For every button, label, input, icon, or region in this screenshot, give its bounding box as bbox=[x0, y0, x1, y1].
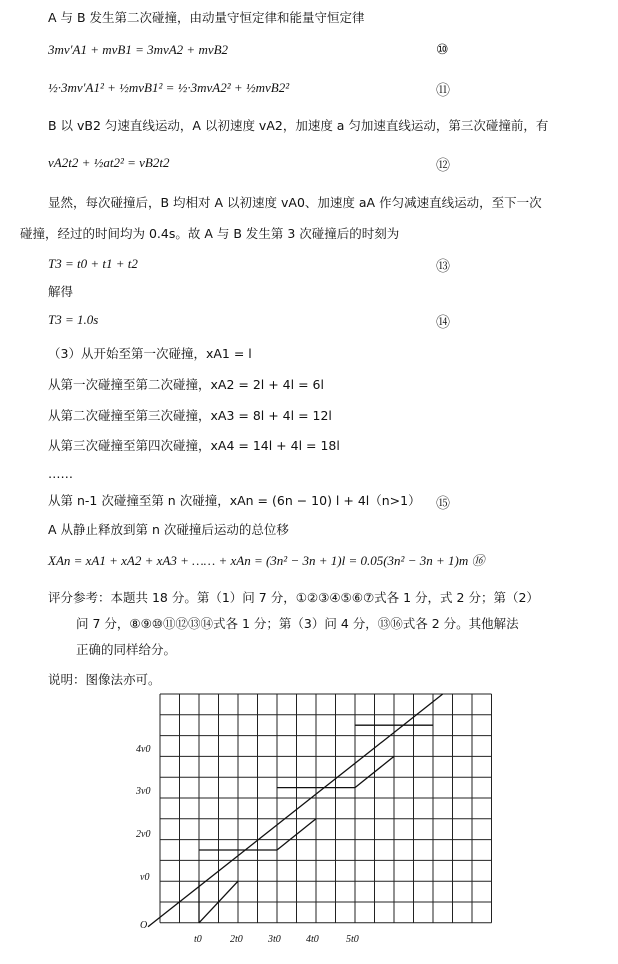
scoring-line-2: 问 7 分，⑧⑨⑩⑪⑫⑬⑭式各 1 分；第（3）问 4 分，⑬⑯式各 2 分。其他解法 bbox=[76, 616, 519, 631]
text-line-11: （3）从开始至第一次碰撞，xA1 = l bbox=[48, 346, 252, 361]
y-label-4v0: 4v0 bbox=[136, 744, 151, 755]
equation-16: XAn = xA1 + xA2 + xA3 + …… + xAn = (3n² − 3n + 1)l = 0.05(3n² − 3n + 1)m ⑯ bbox=[48, 553, 485, 568]
x-label-4t0: 4t0 bbox=[306, 934, 319, 945]
equation-tag-13: ⑬ bbox=[436, 259, 450, 275]
graph-grid bbox=[160, 694, 492, 923]
origin-label: O bbox=[140, 920, 148, 931]
scoring-line-1: 评分参考：本题共 18 分。第（1）问 7 分，①②③④⑤⑥⑦式各 1 分，式 2 分；第（2） bbox=[48, 590, 539, 605]
text-line-ellipsis: …… bbox=[48, 466, 73, 481]
equation-tag-14: ⑭ bbox=[436, 315, 450, 331]
equation-12: vA2t2 + ½at2² = vB2t2 bbox=[48, 155, 170, 170]
equation-14: T3 = 1.0s bbox=[48, 312, 99, 327]
velocity-time-graph bbox=[130, 690, 500, 950]
x-label-3t0: 3t0 bbox=[268, 934, 281, 945]
equation-10: 3mv′A1 + mvB1 = 3mvA2 + mvB2 bbox=[48, 42, 229, 57]
x-label-2t0: 2t0 bbox=[230, 934, 243, 945]
text-line-17: A 从静止释放到第 n 次碰撞后运动的总位移 bbox=[48, 522, 289, 537]
note-line: 说明：图像法亦可。 bbox=[48, 672, 161, 687]
text-line-9: 解得 bbox=[48, 284, 74, 299]
text-line-1: A 与 B 发生第二次碰撞，由动量守恒定律和能量守恒定律 bbox=[48, 10, 365, 25]
text-line-7: 碰撞，经过的时间均为 0.4s。故 A 与 B 发生第 3 次碰撞后的时刻为 bbox=[20, 226, 400, 241]
diagonal-line bbox=[148, 694, 443, 927]
x-label-5t0: 5t0 bbox=[346, 934, 359, 945]
graph-lines bbox=[148, 694, 443, 927]
y-label-2v0: 2v0 bbox=[136, 829, 151, 840]
equation-13: T3 = t0 + t1 + t2 bbox=[48, 256, 138, 271]
text-line-4: B 以 vB2 匀速直线运动，A 以初速度 vA2，加速度 a 匀加速直线运动，第三次碰撞前，有 bbox=[48, 118, 549, 133]
equation-tag-10: ⑩ bbox=[436, 42, 449, 58]
equation-11: ½·3mv′A1² + ½mvB1² = ½·3mvA2² + ½mvB2² bbox=[48, 80, 290, 95]
text-line-6: 显然，每次碰撞后，B 均相对 A 以初速度 vA0、加速度 aA 作匀减速直线运动，至下一次 bbox=[48, 195, 542, 210]
equation-tag-11: ⑪ bbox=[436, 83, 450, 99]
equation-tag-15: ⑮ bbox=[436, 496, 450, 512]
y-label-3v0: 3v0 bbox=[136, 786, 151, 797]
text-line-14: 从第三次碰撞至第四次碰撞，xA4 = 14l + 4l = 18l bbox=[48, 438, 340, 453]
y-label-v0: v0 bbox=[140, 872, 150, 883]
text-line-16: 从第 n-1 次碰撞至第 n 次碰撞，xAn = (6n − 10) l + 4l（n>1） bbox=[48, 493, 421, 508]
x-label-t0: t0 bbox=[194, 934, 202, 945]
text-line-13: 从第二次碰撞至第三次碰撞，xA3 = 8l + 4l = 12l bbox=[48, 408, 332, 423]
text-line-12: 从第一次碰撞至第二次碰撞，xA2 = 2l + 4l = 6l bbox=[48, 377, 324, 392]
scoring-line-3: 正确的同样给分。 bbox=[76, 642, 177, 657]
equation-tag-12: ⑫ bbox=[436, 158, 450, 174]
